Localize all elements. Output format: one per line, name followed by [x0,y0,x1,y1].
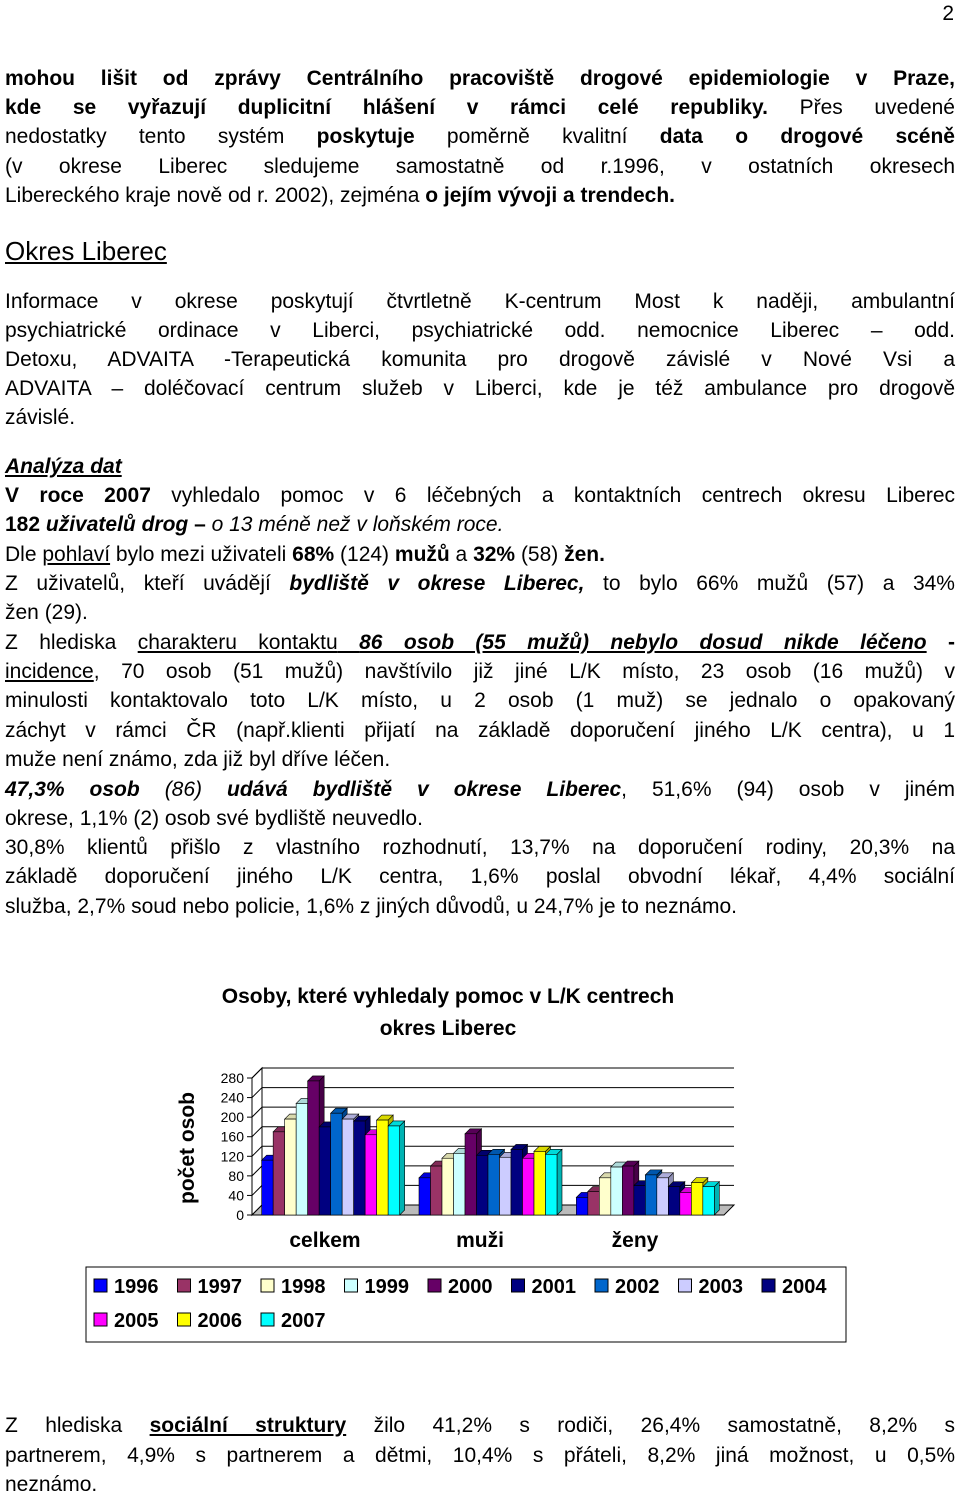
chart-legend-label: 2002 [615,1276,660,1298]
chart-bar-side [557,1149,562,1215]
chart-bar-front [465,1134,477,1215]
chart-bar-front [377,1120,389,1215]
chart-legend-swatch [345,1279,358,1292]
chart-y-tick-label: 40 [228,1187,244,1204]
text-line: Dle pohlaví bylo mezi uživateli 68% (124) mužů a 32% (58) žen. [5,543,605,566]
chart-bar-front [657,1178,669,1215]
chart-y-tick-label: 120 [220,1148,244,1165]
chart-legend-swatch [94,1313,107,1326]
chart-y-tick-label: 0 [236,1207,244,1223]
chart-bar-front [262,1160,274,1215]
text-line: záchyt v rámci ČR (např.klienti přijatí na základě doporučení jiného L/K centra), u 1 [5,719,955,742]
chart-bar-front [388,1126,400,1215]
chart-bar [703,1182,720,1215]
text-line: 30,8% klientů přišlo z vlastního rozhodnutí, 13,7% na doporučení rodiny, 20,3% na [5,836,955,859]
chart-legend-swatch [762,1279,775,1292]
chart-legend-swatch [679,1279,692,1292]
chart-bar-front [523,1158,535,1215]
text-line: V roce 2007 vyhledalo pomoc v 6 léčebných a kontaktních centrech okresu Liberec [5,484,955,507]
chart-legend-label: 2007 [281,1310,326,1332]
chart-side-wall [252,1068,262,1215]
chart-bar-front [319,1127,331,1215]
chart-x-tick-label: celkem [289,1229,361,1252]
chart-bar-front [668,1187,680,1215]
chart-bar-front [611,1167,623,1215]
chart-legend-swatch [261,1279,274,1292]
chart-bar-front [454,1153,466,1215]
chart-bar-front [331,1113,343,1215]
chart-legend-label: 2004 [782,1276,827,1298]
chart-bar-front [296,1103,308,1215]
text-line: ADVAITA – doléčovací centrum služeb v Liberci, kde je též ambulance pro drogově [5,377,955,400]
text-line: Z hlediska charakteru kontaktu 86 osob (55 mužů) nebylo dosud nikde léčeno - [5,631,956,654]
text-line: služba, 2,7% soud nebo policie, 1,6% z jiných důvodů, u 24,7% je to neznámo. [5,895,737,918]
chart-bar-front [599,1178,611,1215]
text-line: 47,3% osob (86) udává bydliště v okrese Liberec, 51,6% (94) osob v jiném [5,778,956,801]
chart-legend-label: 2000 [448,1276,493,1298]
chart-legend-swatch [178,1279,191,1292]
text-line: nedostatky tento systém poskytuje poměrně kvalitní data o drogové scéně [5,125,955,148]
text-line: psychiatrické ordinace v Liberci, psychiatrické odd. nemocnice Liberec – odd. [5,319,955,342]
text-line: incidence, 70 osob (51 mužů) navštívilo již jiné L/K místo, 23 osob (16 mužů) v [5,660,955,683]
text-line: minulosti kontaktovalo toto L/K místo, u 2 osob (1 muž) se jednalo o opakovaný [5,689,955,712]
chart-bar-front [703,1187,715,1215]
chart-legend-label: 1998 [281,1276,326,1298]
chart-bar [546,1149,563,1215]
chart-legend-label: 2001 [531,1276,576,1298]
chart-y-axis-label: počet osob [176,1091,199,1205]
text-line: mohou lišit od zprávy Centrálního pracoviště drogové epidemiologie v Praze, [5,67,955,90]
chart-y-tick-label: 280 [220,1070,244,1086]
chart-bar [388,1121,405,1215]
text-line: partnerem, 4,9% s partnerem a dětmi, 10,4% s přáteli, 8,2% jiná možnost, u 0,5% [5,1444,955,1467]
chart-bar-front [477,1155,489,1215]
chart-x-tick-label: ženy [611,1229,659,1252]
chart-y-tick-label: 80 [228,1167,244,1184]
chart-bar-front [680,1192,692,1215]
chart-subtitle: okres Liberec [379,1017,517,1040]
chart-legend-label: 1999 [364,1276,409,1298]
chart-title: Osoby, které vyhledaly pomoc v L/K centrech [221,985,675,1008]
chart-bar-front [645,1175,657,1215]
text-line: Informace v okrese poskytují čtvrtletně K-centrum Most k naději, ambulantní [5,290,955,313]
text-line: kde se vyřazují duplicitní hlášení v rámci celé republiky. Přes uvedené [5,96,955,119]
chart-bar-side [400,1121,405,1215]
chart-bar-front [511,1149,523,1215]
chart-legend-swatch [512,1279,525,1292]
chart-bar-front [419,1178,431,1215]
chart-legend-label: 2003 [698,1276,743,1298]
text-line: Libereckého kraje nově od r. 2002), zejména o jejím vývoji a trendech. [5,184,676,207]
chart-legend-label: 2006 [197,1310,242,1332]
chart-bar-front [546,1154,558,1215]
section-heading: Okres Liberec [5,236,167,266]
chart-y-tick-label: 240 [220,1089,244,1106]
analysis-title: Analýza dat [5,455,122,478]
chart-legend-swatch [261,1313,274,1326]
chart-bar-front [500,1157,512,1215]
chart-bar-front [622,1166,634,1215]
chart-bar-front [442,1158,454,1215]
chart-legend-label: 1996 [114,1276,159,1298]
chart-y-tick-label: 200 [220,1109,244,1126]
chart-bar-front [285,1119,297,1215]
text-line: (v okrese Liberec sledujeme samostatně od r.1996, v ostatních okresech [5,155,955,178]
text-line: žen (29). [5,601,88,624]
chart-bar-side [714,1182,719,1215]
chart-legend-label: 2005 [114,1310,159,1332]
chart-bar-front [273,1132,285,1215]
chart-bar-front [308,1081,320,1215]
text-line: 182 uživatelů drog – o 13 méně než v loňském roce. [5,513,504,536]
chart-legend-swatch [178,1313,191,1326]
page-number: 2 [942,2,954,25]
chart-bar-front [431,1166,443,1215]
chart-bar-front [365,1135,377,1215]
chart-x-tick-label: muži [456,1229,504,1252]
text-line: neznámo. [5,1473,98,1496]
chart-legend-swatch [595,1279,608,1292]
text-line: muže není známo, zda již byl dříve léčen. [5,748,391,771]
chart-bar-front [634,1186,646,1215]
chart-bar-front [354,1121,366,1215]
chart-legend-swatch [428,1279,441,1292]
text-line: Z hlediska sociální struktury žilo 41,2% s rodiči, 26,4% samostatně, 8,2% s [5,1414,955,1437]
chart-bar-front [342,1119,354,1215]
chart-bar-front [488,1154,500,1215]
chart-bar-front [588,1192,600,1215]
text-line: okrese, 1,1% (2) osob své bydliště neuvedlo. [5,807,423,830]
chart-bar-front [576,1197,588,1215]
text-line: Z uživatelů, kteří uvádějí bydliště v okrese Liberec, to bylo 66% mužů (57) a 34% [5,572,955,595]
text-line: základě doporučení jiného L/K centra, 1,6% poslal obvodní lékař, 4,4% sociální [5,865,955,888]
text-line: závislé. [5,406,76,429]
chart-bar-front [534,1151,546,1215]
chart-legend-label: 1997 [197,1276,242,1298]
text-line: Detoxu, ADVAITA -Terapeutická komunita pro drogově závislé v Nové Vsi a [5,348,955,371]
chart-legend-swatch [94,1279,107,1292]
chart-bar-front [691,1183,703,1215]
chart-y-tick-label: 160 [220,1128,244,1145]
